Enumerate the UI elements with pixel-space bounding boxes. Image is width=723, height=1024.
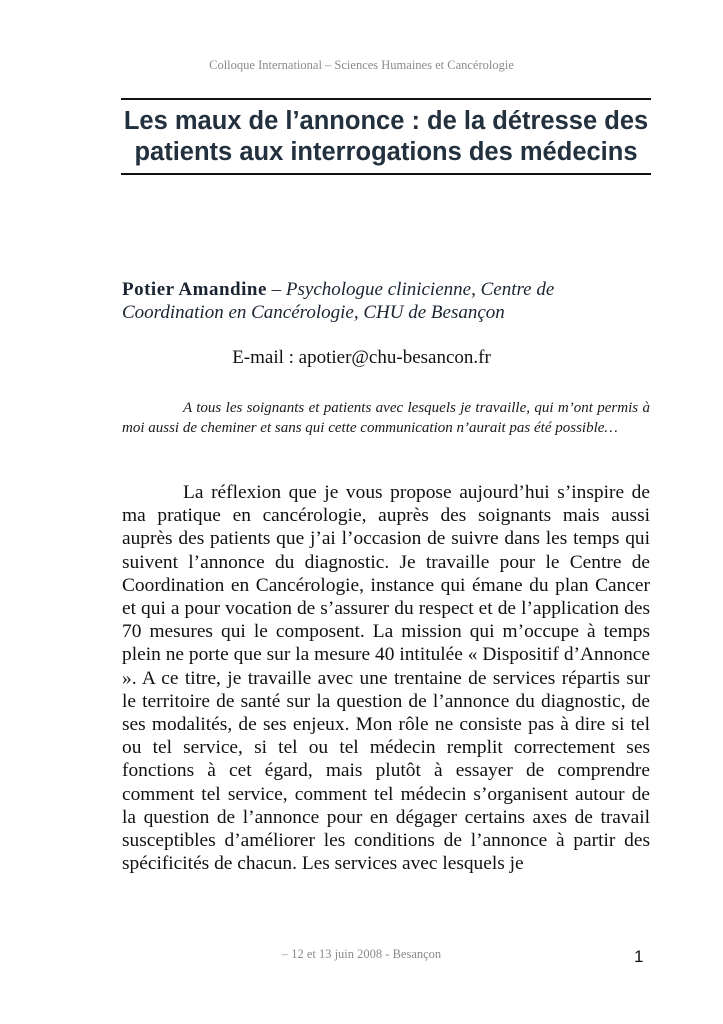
- author-separator: –: [266, 279, 286, 300]
- running-header: Colloque International – Sciences Humaines et Cancérologie: [209, 58, 514, 72]
- author-name: Potier Amandine: [122, 279, 267, 300]
- dedication: A tous les soignants et patients avec lesquels je travaille, qui m’ont permis à moi aussi de cheminer et sans qui cette communication n’aurait pas été possible…: [122, 400, 650, 436]
- title-block: [121, 98, 651, 175]
- running-footer: – 12 et 13 juin 2008 - Besançon: [281, 947, 442, 961]
- page-title: Les maux de l’annonce : de la détresse des patients aux interrogations des médecins: [123, 107, 649, 166]
- author-role: Psychologue clinicienne, Centre de Coordination en Cancérologie, CHU de Besançon: [122, 279, 555, 323]
- body-paragraph: La réflexion que je vous propose aujourd’hui s’inspire de ma pratique en cancérologie, auprès des soignants mais aussi auprès des patients que j’ai l’occasion de suivre dans les temps qui suivent l’annonce du diagnostic. Je travaille pour le Centre de Coordination en Cancérologie, instance qui émane du plan Cancer et qui a pour vocation de s’assurer du respect et de l’application des 70 mesures qui le composent. La mission qui m’occupe à temps plein ne porte que sur la mesure 40 intitulée « Dispositif d’Annonce ». A ce titre, je travaille avec une trentaine de services répartis sur le territoire de santé sur la question de l’annonce du diagnostic, de ses modalités, de ses enjeux. Mon rôle ne consiste pas à dire si tel ou tel service, si tel ou tel médecin remplit correctement ses fonctions à cet égard, mais plutôt à essayer de comprendre comment tel service, comment tel médecin s’organisent autour de la question de l’annonce pour en dégager certains axes de travail susceptibles d’améliorer les conditions de l’annonce à partir des spécificités de chacun. Les services avec lesquels je: [122, 482, 650, 875]
- page-number: 1: [634, 947, 644, 966]
- author-line: [122, 278, 652, 324]
- author-email: E-mail : apotier@chu-besancon.fr: [232, 347, 491, 368]
